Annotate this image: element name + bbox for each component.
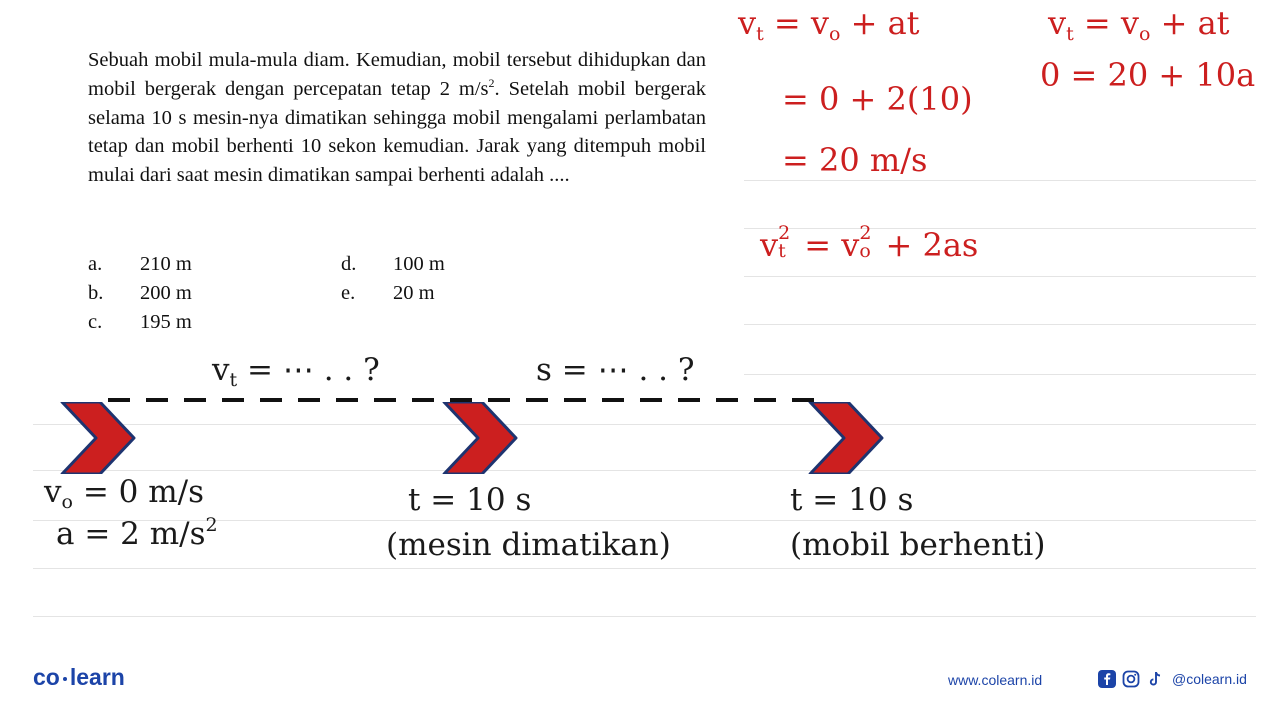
acceleration: a = 2 $m/s^2$ (56, 514, 218, 552)
time-2-note: (mobil berhenti) (790, 527, 1046, 563)
ruled-line (744, 374, 1256, 375)
tiktok-icon[interactable] (1146, 670, 1164, 688)
ruled-line (33, 568, 1256, 569)
time-2: t = 10 s (790, 482, 914, 518)
social-handle[interactable]: @colearn.id (1172, 671, 1247, 687)
time-1-note: (mesin dimatikan) (386, 527, 671, 563)
car-marker-icon (440, 402, 520, 474)
ruled-line (33, 424, 1256, 425)
time-1: t = 10 s (408, 482, 532, 518)
ruled-line (33, 616, 1256, 617)
instagram-icon[interactable] (1122, 670, 1140, 688)
ruled-line (744, 180, 1256, 181)
work-equation-5: $v_t = v_o$ + at (1048, 4, 1230, 45)
ruled-line (744, 276, 1256, 277)
initial-velocity: $v_o = 0$ m/s (44, 474, 204, 513)
work-equation-2: = 0 + 2(10) (782, 80, 973, 118)
car-marker-icon (806, 402, 886, 474)
option-d: d. 100 m (341, 253, 445, 275)
car-marker-icon (58, 402, 138, 474)
s-question: s = ⋯ . . ? (536, 352, 695, 388)
option-e: e. 20 m (341, 282, 435, 304)
option-a: a. 210 m (88, 253, 192, 275)
work-equation-4: v 2 t = v 2 o + 2as (760, 221, 979, 264)
problem-statement: Sebuah mobil mula-mula diam. Kemudian, mobil tersebut dihidupkan dan mobil bergerak dengan percepatan tetap 2 $m/s^2$. Setelah mobil bergerak selama 10 s mesin-nya dimatikan sehingga mobil mengalami perlambatan tetap dan mobil berhenti 10 sekon kemudian. Jarak yang ditempuh mobil mulai dari saat mesin dimatikan sampai berhenti adalah .... (88, 49, 706, 187)
social-links (1098, 670, 1247, 688)
facebook-icon[interactable] (1098, 670, 1116, 688)
option-b: b. 200 m (88, 282, 192, 304)
vt-question: $v_t$ = ⋯ . . ? (212, 352, 380, 391)
work-equation-1: $v_t = v_o$ + at (738, 4, 920, 45)
website-link[interactable]: www.colearn.id (948, 672, 1043, 688)
option-c: c. 195 m (88, 311, 192, 333)
work-equation-6: 0 = 20 + 10a (1040, 56, 1256, 94)
ruled-line (33, 470, 1256, 471)
work-equation-3: = 20 m/s (782, 141, 928, 179)
ruled-line (744, 324, 1256, 325)
colearn-logo: co learn (33, 664, 125, 690)
